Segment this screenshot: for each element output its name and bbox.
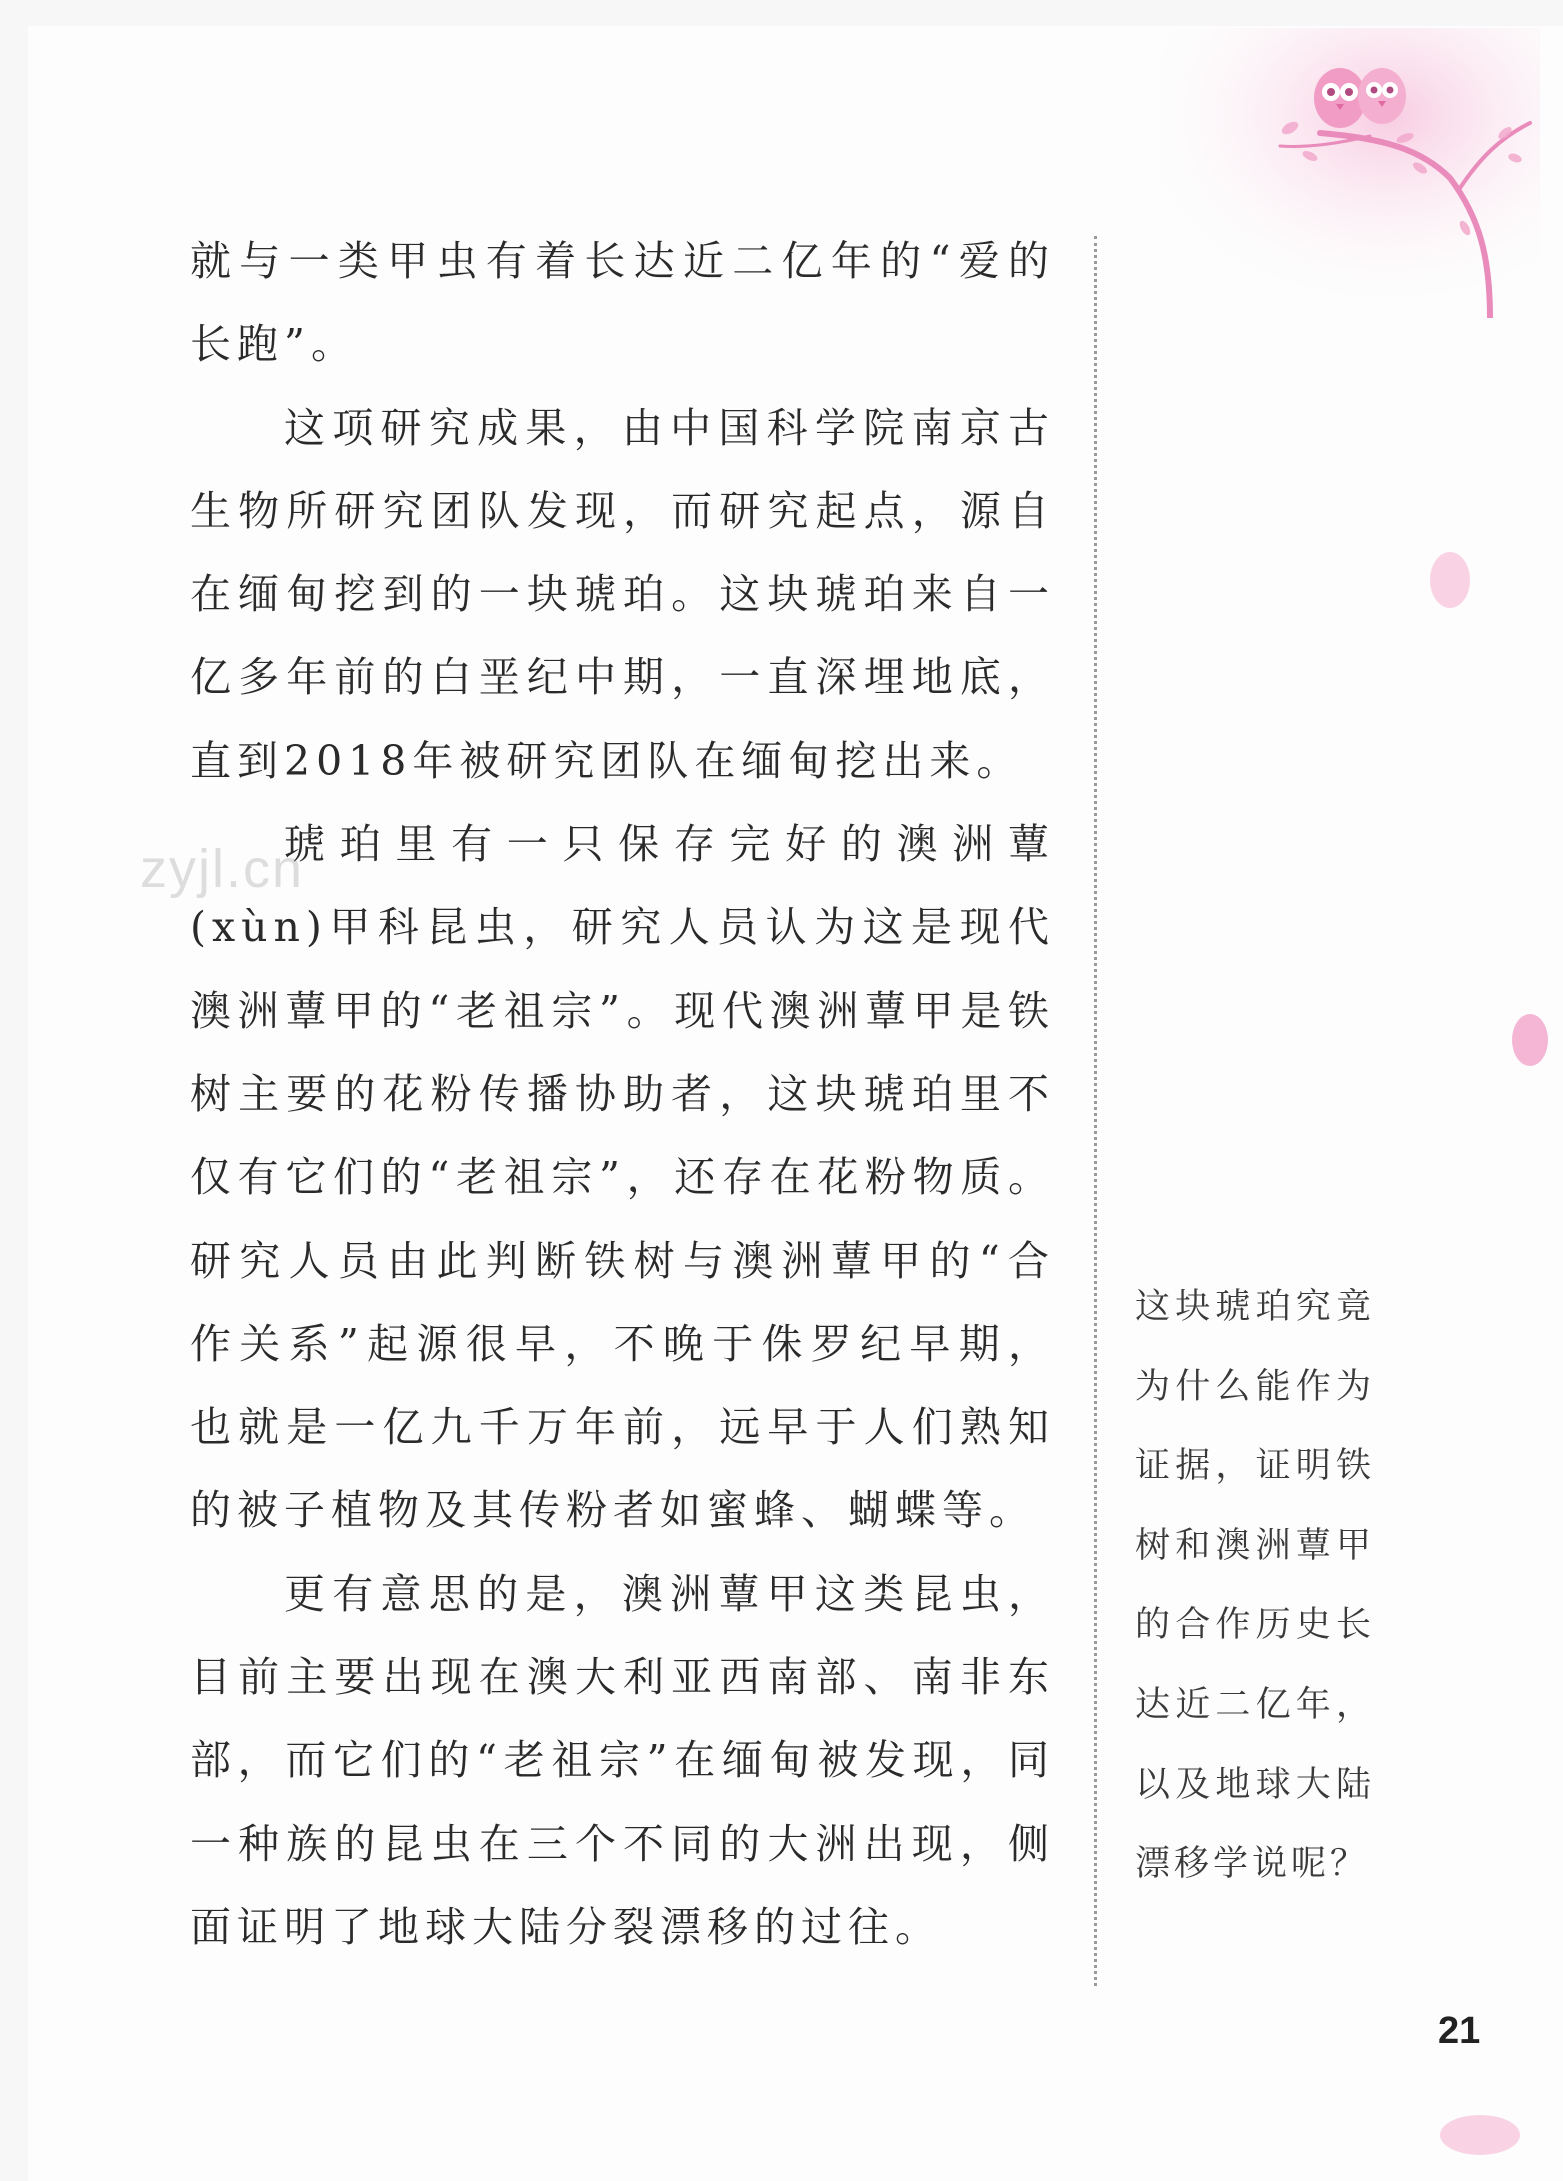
paragraph-4: 更有意思的是，澳洲蕈甲这类昆虫，目前主要出现在澳大利亚西南部、南非东部，而它们的“老祖宗”在缅甸被发现，同一种族的昆虫在三个不同的大洲出现，侧面证明了地球大陆分裂漂移的过往。 [190,1569,1055,1951]
margin-note: 这块琥珀究竟为什么能作为证据，证明铁树和澳洲蕈甲的合作历史长达近二亿年，以及地球大陆漂移学说呢？ [1135,1287,1375,1885]
page-number: 21 [1438,2010,1481,2052]
pink-petal-icon [1420,545,1480,615]
scan-edge-top [0,0,1563,26]
paragraph-3: 琥珀里有一只保存完好的澳洲蕈(xùn)甲科昆虫，研究人员认为这是现代澳洲蕈甲的“老祖宗”。现代澳洲蕈甲是铁树主要的花粉传播协助者，这块琥珀里不仅有它们的“老祖宗”，还存在花粉物质。研究人员由此判断铁树与澳洲蕈甲的“合作关系”起源很早，不晚于侏罗纪早期，也就是一亿九千万年前，远早于人们熟知的被子植物及其传粉者如蜜蜂、蝴蝶等。 [190,820,1055,1535]
owls-on-branch-illustration [1160,28,1540,318]
watermark: zyjl.cn [140,839,305,899]
main-text [190,220,1055,1969]
paragraph-1: 就与一类甲虫有着长达近二亿年的“爱的长跑”。 [190,237,1055,369]
pink-petal-icon [1430,2105,1530,2165]
pink-petal-icon [1500,1005,1550,1075]
scan-edge-left [0,0,28,2181]
paragraph-2: 这项研究成果，由中国科学院南京古生物所研究团队发现，而研究起点，源自在缅甸挖到的一块琥珀。这块琥珀来自一亿多年前的白垩纪中期，一直深埋地底，直到2018年被研究团队在缅甸挖出来。 [190,403,1055,785]
margin-divider [1094,236,1097,1986]
